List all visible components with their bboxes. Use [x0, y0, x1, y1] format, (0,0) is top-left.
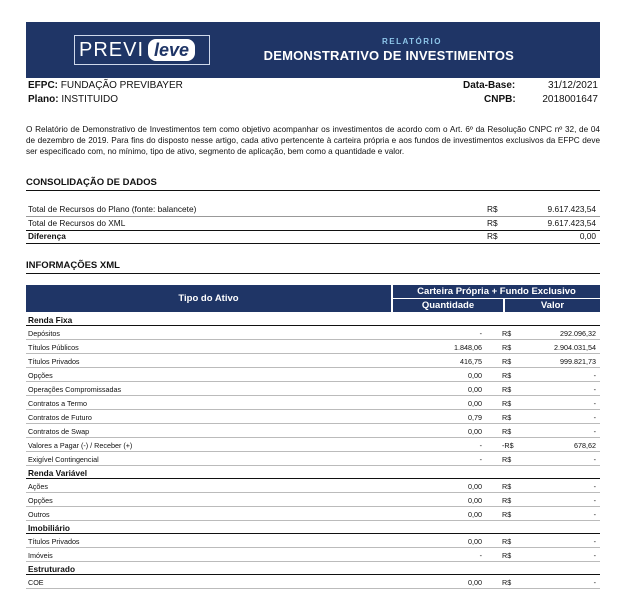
asset-name: Ações [28, 482, 48, 491]
logo-text-previ: PREVI [79, 38, 145, 61]
table-row [26, 493, 600, 507]
group-header [26, 313, 600, 326]
asset-value: - [593, 371, 596, 380]
asset-value: - [593, 510, 596, 519]
row-value: 0,00 [579, 231, 596, 241]
asset-value: - [593, 385, 596, 394]
asset-value: - [593, 537, 596, 546]
database-label: Data-Base: [463, 80, 516, 91]
asset-quantity: 0,00 [468, 385, 482, 394]
row-label: Diferença [28, 231, 66, 241]
table-row [26, 548, 600, 562]
asset-value: - [593, 399, 596, 408]
asset-name: Contratos a Termo [28, 399, 87, 408]
efpc-line [28, 80, 183, 91]
asset-currency: R$ [502, 455, 512, 464]
row-value: 9.617.423,54 [547, 218, 596, 228]
group-name: Renda Variável [28, 468, 88, 478]
asset-value: 678,62 [574, 441, 596, 450]
asset-currency: R$ [502, 399, 512, 408]
table-row [26, 410, 600, 424]
logo-text-leve: leve [148, 39, 195, 61]
table-row [26, 575, 600, 589]
asset-quantity: 0,00 [468, 482, 482, 491]
asset-name: Imóveis [28, 551, 53, 560]
asset-quantity: 416,75 [460, 357, 482, 366]
asset-quantity: 0,00 [468, 399, 482, 408]
asset-currency: R$ [502, 357, 512, 366]
row-value: 9.617.423,54 [547, 204, 596, 214]
asset-value: - [593, 427, 596, 436]
asset-value: - [593, 578, 596, 587]
asset-quantity: 0,00 [468, 578, 482, 587]
table-row [26, 368, 600, 382]
report-header [26, 22, 600, 78]
asset-currency: R$ [502, 578, 512, 587]
asset-value: 2.904.031,54 [554, 343, 596, 352]
section-informacoes-xml: INFORMAÇÕES XML [26, 260, 600, 274]
group-header [26, 562, 600, 575]
consolidacao-row [26, 203, 600, 216]
asset-value: - [593, 551, 596, 560]
row-label: Total de Recursos do Plano (fonte: balancete) [28, 204, 197, 214]
asset-currency: R$ [502, 510, 512, 519]
table-row [26, 438, 600, 452]
asset-name: Títulos Públicos [28, 343, 79, 352]
table-row [26, 534, 600, 548]
asset-currency: R$ [502, 385, 512, 394]
asset-name: Exigível Contingencial [28, 455, 99, 464]
asset-quantity: - [479, 551, 482, 560]
asset-quantity: 0,00 [468, 427, 482, 436]
col-group-carteira: Carteira Própria + Fundo Exclusivo [393, 285, 600, 298]
group-name: Estruturado [28, 564, 76, 574]
asset-currency: R$ [502, 343, 512, 352]
plano-line [28, 94, 118, 105]
asset-currency: R$ [502, 482, 512, 491]
row-currency: R$ [487, 218, 498, 228]
asset-quantity: 0,79 [468, 413, 482, 422]
col-quantidade: Quantidade [393, 299, 503, 312]
asset-name: Depósitos [28, 329, 60, 338]
asset-value: - [593, 482, 596, 491]
group-name: Imobiliário [28, 523, 70, 533]
table-row [26, 354, 600, 368]
row-label: Total de Recursos do XML [28, 218, 126, 228]
asset-currency: R$ [502, 413, 512, 422]
table-row [26, 452, 600, 466]
section-consolidacao: CONSOLIDAÇÃO DE DADOS [26, 177, 600, 191]
table-row [26, 396, 600, 410]
consolidacao-row-diferenca [26, 230, 600, 243]
row-currency: R$ [487, 231, 498, 241]
table-row [26, 507, 600, 521]
consolidacao-row [26, 217, 600, 230]
cnpb-value: 2018001647 [542, 94, 598, 105]
asset-quantity: 1.848,06 [454, 343, 482, 352]
asset-value: - [593, 413, 596, 422]
plano-label: Plano: [28, 94, 59, 105]
col-tipo-ativo: Tipo do Ativo [26, 285, 391, 312]
intro-paragraph: O Relatório de Demonstrativo de Investimentos tem como objetivo acompanhar os investimentos de acordo com o Art. 6º da Resolução CNPC nº 32, de 04 de dezembro de 2019. Para fins do disposto nesse artigo, cada ativo pertencente à carteira própria e aos fundos de investimentos exclusivos da EFPC deve ser especificado com, no mínimo, tipo de ativo, segmento de aplicação, bem como a quantidade e valor. [26, 125, 600, 156]
asset-value: 292.096,32 [560, 329, 596, 338]
asset-currency: R$ [502, 551, 512, 560]
database-value: 31/12/2021 [547, 80, 598, 91]
group-header [26, 521, 600, 534]
asset-currency: R$ [502, 496, 512, 505]
asset-name: Opções [28, 496, 53, 505]
col-valor: Valor [505, 299, 600, 312]
asset-name: Contratos de Futuro [28, 413, 92, 422]
divider [26, 243, 600, 244]
report-subtitle: RELATÓRIO [381, 37, 442, 46]
asset-name: Valores a Pagar (-) / Receber (+) [28, 441, 133, 450]
table-row [26, 326, 600, 340]
asset-currency: R$ [502, 537, 512, 546]
table-row [26, 340, 600, 354]
asset-quantity: 0,00 [468, 371, 482, 380]
table-row [26, 382, 600, 396]
asset-name: Títulos Privados [28, 537, 80, 546]
asset-quantity: - [479, 329, 482, 338]
asset-currency: R$ [502, 427, 512, 436]
asset-value: - [593, 455, 596, 464]
asset-quantity: 0,00 [468, 537, 482, 546]
efpc-value: FUNDAÇÃO PREVIBAYER [60, 80, 183, 91]
asset-name: COE [28, 578, 44, 587]
asset-currency: R$ [502, 329, 512, 338]
asset-quantity: 0,00 [468, 496, 482, 505]
asset-quantity: - [479, 441, 482, 450]
asset-name: Títulos Privados [28, 357, 80, 366]
cnpb-label: CNPB: [484, 94, 516, 105]
efpc-label: EFPC: [28, 80, 58, 91]
asset-name: Contratos de Swap [28, 427, 90, 436]
asset-quantity: - [479, 455, 482, 464]
asset-name: Opções [28, 371, 53, 380]
report-title: DEMONSTRATIVO DE INVESTIMENTOS [263, 48, 514, 63]
asset-name: Outros [28, 510, 50, 519]
asset-quantity: 0,00 [468, 510, 482, 519]
asset-name: Operações Compromissadas [28, 385, 122, 394]
group-header [26, 466, 600, 479]
asset-currency: R$ [502, 371, 512, 380]
previleve-logo [74, 35, 210, 65]
asset-value: - [593, 496, 596, 505]
table-row [26, 479, 600, 493]
row-currency: R$ [487, 204, 498, 214]
plano-value: INSTITUIDO [61, 94, 119, 105]
group-name: Renda Fixa [28, 315, 73, 325]
table-row [26, 424, 600, 438]
asset-currency: -R$ [502, 441, 514, 450]
asset-value: 999.821,73 [560, 357, 596, 366]
